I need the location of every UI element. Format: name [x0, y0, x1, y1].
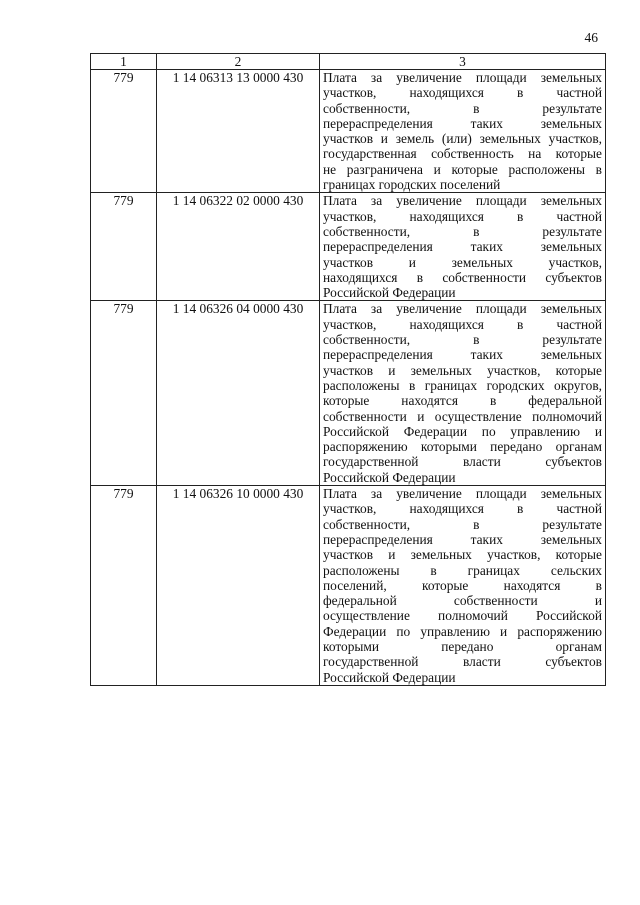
- description-line: которые находятся в федеральной: [323, 393, 602, 409]
- description-line: собственности, в результате: [323, 332, 602, 348]
- description-line: Российской Федерации: [323, 669, 456, 685]
- description-line: собственности, в результате: [323, 223, 602, 239]
- description-line: участков и земельных участков, которые: [323, 362, 602, 378]
- description-line: распоряжению которыми передано органам: [323, 439, 602, 455]
- column-header-2: 2: [157, 54, 320, 70]
- description-line: участков и земельных участков,: [323, 254, 602, 270]
- table-body: [91, 70, 606, 686]
- description-line: осуществление полномочий Российской: [323, 608, 602, 624]
- row-number-cell: 779: [91, 486, 157, 686]
- description-line: собственности и осуществление полномочий: [323, 408, 602, 424]
- description-line: которыми передано органам: [323, 638, 602, 654]
- description-line: Российской Федерации: [323, 285, 456, 301]
- description-line: собственности, в результате: [323, 100, 602, 116]
- description-line: федеральной собственности и: [323, 593, 602, 609]
- row-number-cell: 779: [91, 301, 157, 486]
- revenue-code-cell: 1 14 06313 13 0000 430: [157, 70, 320, 193]
- description-line: участков, находящихся в частной: [323, 501, 602, 517]
- column-header-3: 3: [320, 54, 606, 70]
- description-line: расположены в границах городских округов,: [323, 377, 602, 393]
- revenue-codes-table: [90, 53, 606, 686]
- description-line: участков и земельных участков, которые: [323, 547, 602, 563]
- table-row: [91, 70, 606, 193]
- page-number: 46: [584, 30, 598, 45]
- description-line: Российской Федерации по управлению и: [323, 423, 602, 439]
- description-cell: [320, 301, 606, 486]
- description-line: перераспределения таких земельных: [323, 115, 602, 131]
- row-number-cell: 779: [91, 193, 157, 301]
- row-number-cell: 779: [91, 70, 157, 193]
- description-line: государственной власти субъектов: [323, 454, 602, 470]
- description-cell: [320, 486, 606, 686]
- description-line: государственная собственность на которые: [323, 146, 602, 162]
- description-line: участков и земель (или) земельных участков,: [323, 131, 602, 147]
- description-line: участков, находящихся в частной: [323, 316, 602, 332]
- description-line: Плата за увеличение площади земельных: [323, 301, 602, 317]
- table-header: [91, 54, 606, 70]
- description-line: не разграничена и которые расположены в: [323, 161, 602, 177]
- revenue-code-cell: 1 14 06326 10 0000 430: [157, 486, 320, 686]
- description-line: Плата за увеличение площади земельных: [323, 486, 602, 502]
- description-cell: [320, 70, 606, 193]
- description-cell: [320, 193, 606, 301]
- table-header-row: [91, 54, 606, 70]
- revenue-code-cell: 1 14 06326 04 0000 430: [157, 301, 320, 486]
- description-line: участков, находящихся в частной: [323, 208, 602, 224]
- description-line: находящихся в собственности субъектов: [323, 269, 602, 285]
- description-line: Российской Федерации: [323, 469, 456, 485]
- description-line: Плата за увеличение площади земельных: [323, 193, 602, 209]
- table-row: [91, 301, 606, 486]
- description-line: перераспределения таких земельных: [323, 239, 602, 255]
- description-line: Федерации по управлению и распоряжению: [323, 623, 602, 639]
- column-header-1: 1: [91, 54, 157, 70]
- revenue-code-cell: 1 14 06322 02 0000 430: [157, 193, 320, 301]
- description-line: границах городских поселений: [323, 177, 501, 193]
- table-row: [91, 193, 606, 301]
- description-line: государственной власти субъектов: [323, 654, 602, 670]
- table-row: [91, 486, 606, 686]
- description-line: перераспределения таких земельных: [323, 347, 602, 363]
- description-line: Плата за увеличение площади земельных: [323, 70, 602, 85]
- description-line: расположены в границах сельских: [323, 562, 602, 578]
- description-line: участков, находящихся в частной: [323, 85, 602, 101]
- description-line: поселений, которые находятся в: [323, 577, 602, 593]
- description-line: перераспределения таких земельных: [323, 531, 602, 547]
- description-line: собственности, в результате: [323, 516, 602, 532]
